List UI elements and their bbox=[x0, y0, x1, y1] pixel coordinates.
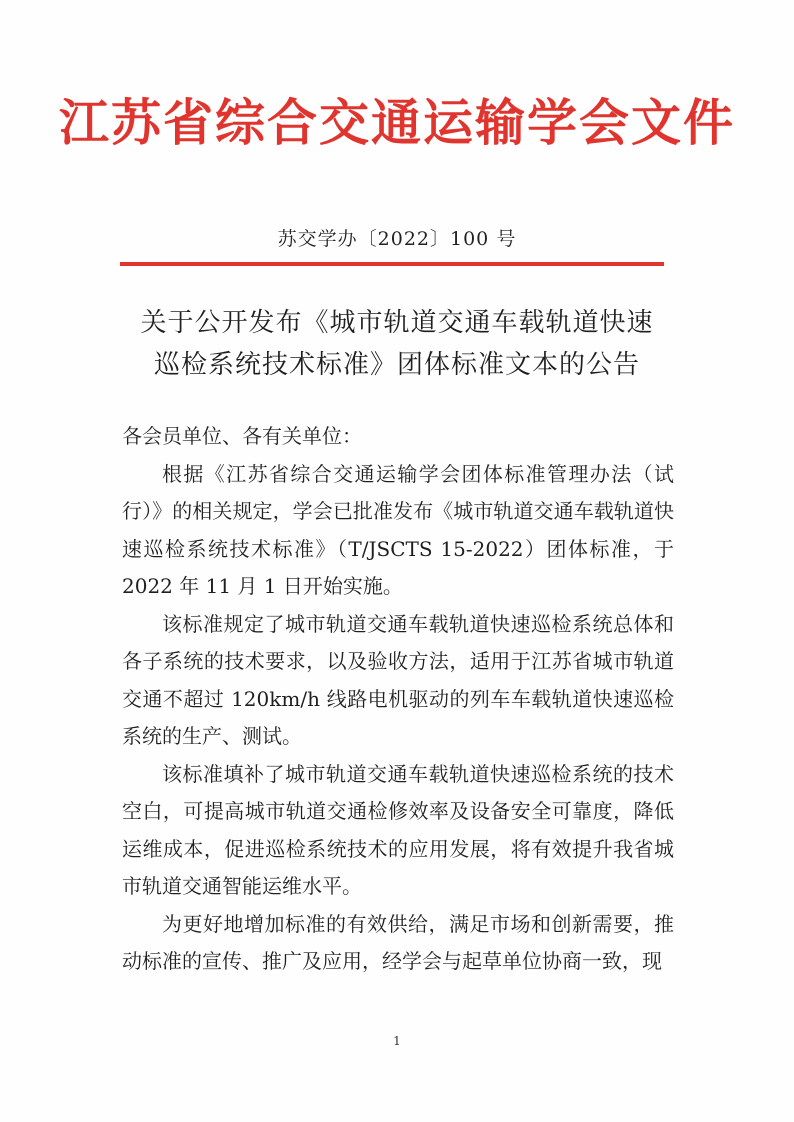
red-divider-line bbox=[120, 262, 664, 266]
notice-title-line-1: 关于公开发布《城市轨道交通车载轨道快速 bbox=[140, 308, 654, 338]
page-number: 1 bbox=[393, 1034, 401, 1048]
notice-title-line-2: 巡检系统技术标准》团体标准文本的公告 bbox=[153, 350, 640, 380]
notice-title bbox=[80, 302, 714, 386]
org-header-title: 江苏省综合交通运输学会文件 bbox=[59, 93, 735, 152]
salutation: 各会员单位、各有关单位： bbox=[122, 424, 362, 448]
body-paragraph-4: 为更好地增加标准的有效供给，满足市场和创新需要，推动标准的宣传、推广及应用，经学会与起草单位协商一致，现 bbox=[122, 911, 674, 973]
notice-body bbox=[122, 418, 674, 981]
body-paragraph-2: 该标准规定了城市轨道交通车载轨道快速巡检系统总体和各子系统的技术要求，以及验收方法，适用于江苏省城市轨道交通不超过 120km/h 线路电机驱动的列车车载轨道快速巡检系统的生产、测试。 bbox=[122, 611, 674, 748]
body-paragraph-1: 根据《江苏省综合交通运输学会团体标准管理办法（试行）》的相关规定，学会已批准发布《城市轨道交通车载轨道快速巡检系统技术标准》（T/JSCTS 15-2022）团体标准，于 2022 年 11 月 1 日开始实施。 bbox=[122, 461, 674, 598]
document-number: 苏交学办〔2022〕100 号 bbox=[277, 228, 517, 250]
body-paragraph-3: 该标准填补了城市轨道交通车载轨道快速巡检系统的技术空白，可提高城市轨道交通检修效率及设备安全可靠度，降低运维成本，促进巡检系统技术的应用发展，将有效提升我省城市轨道交通智能运维水平。 bbox=[122, 761, 674, 898]
